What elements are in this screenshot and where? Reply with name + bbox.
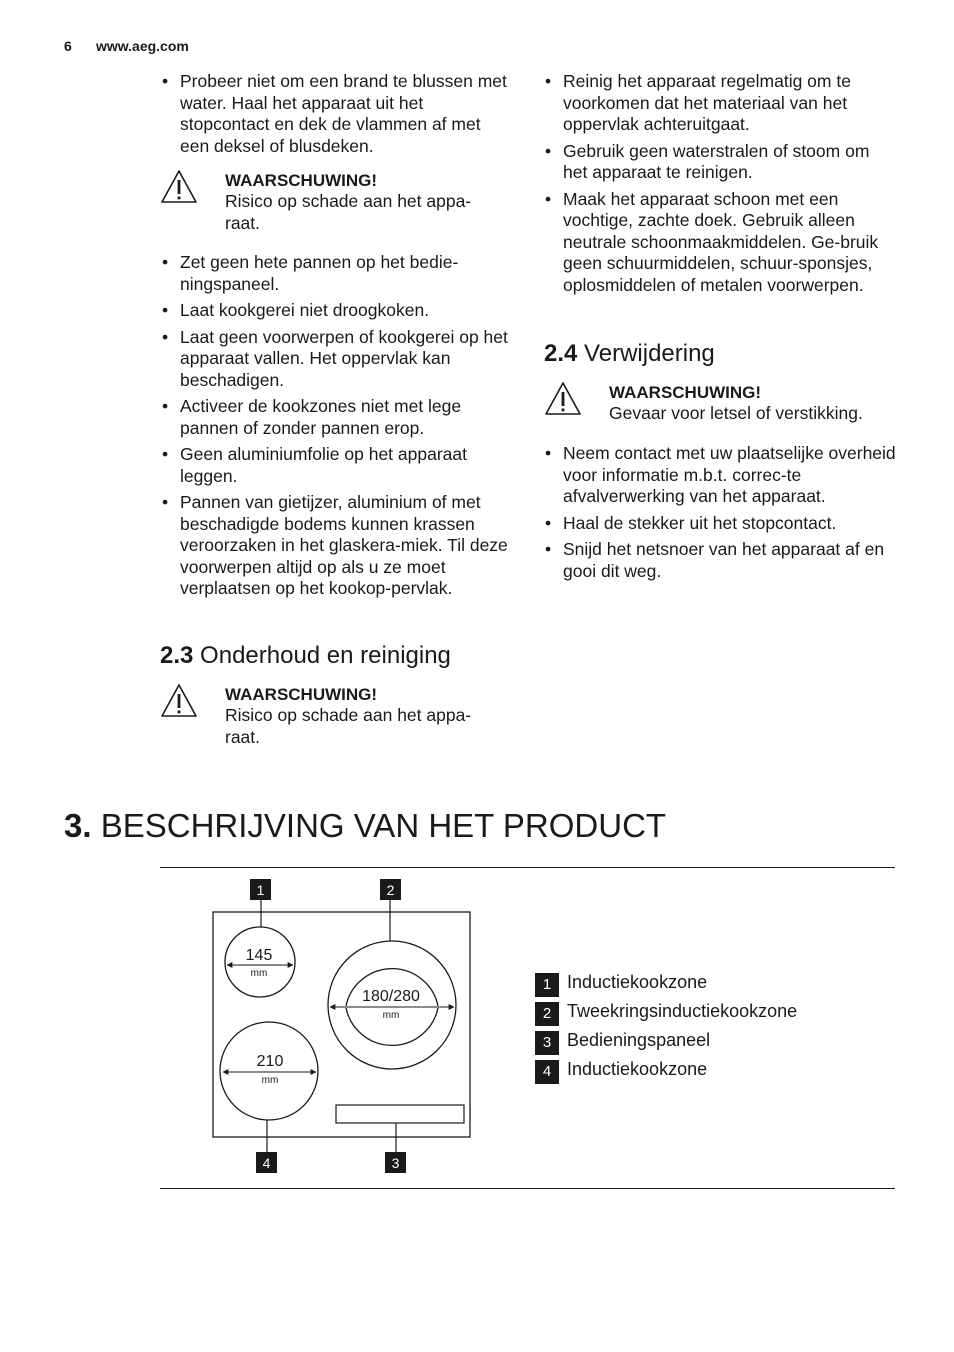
- callout-label: 3: [391, 1155, 400, 1171]
- legend-number: 4: [535, 1060, 559, 1084]
- hob-diagram: [200, 870, 490, 1180]
- warning-block-2: [160, 682, 510, 752]
- section-heading-2-4: [544, 340, 715, 368]
- warning-title: WAARSCHUWING!: [609, 383, 762, 402]
- warning-title: WAARSCHUWING!: [225, 685, 378, 704]
- list-item: • Reinig het apparaat regelmatig om te voorkomen dat het materiaal van het oppervlak achteruitgaat.: [545, 71, 895, 136]
- site-url: www.aeg.com: [96, 38, 189, 54]
- legend-number: 2: [535, 1002, 559, 1026]
- section-number: 2.4: [544, 340, 578, 367]
- section-title: Onderhoud en reiniging: [200, 642, 451, 669]
- warning-text: Gevaar voor letsel of verstikking.: [609, 403, 863, 423]
- callout-3: [385, 1152, 406, 1173]
- warning-triangle-icon: [160, 168, 198, 206]
- section-title: Verwijdering: [584, 340, 715, 367]
- legend-number: 3: [535, 1031, 559, 1055]
- callout-1: [250, 879, 271, 900]
- list-item: • Probeer niet om een brand te blussen met water. Haal het apparaat uit het stopcontact en dek de vlammen af met een deksel of blusdeken.: [162, 71, 512, 157]
- list-item: • Laat geen voorwerpen of kookgerei op het apparaat vallen. Het oppervlak kan beschadigen.: [162, 327, 514, 392]
- control-panel: [336, 1105, 464, 1123]
- cooking-zone-2: [328, 941, 456, 1069]
- callout-label: 1: [256, 882, 265, 898]
- warning-text: Risico op schade aan het appa-raat.: [225, 705, 472, 747]
- cooking-zone-4: [220, 1022, 318, 1120]
- zone-2-unit: mm: [382, 1010, 400, 1021]
- chapter-number: 3.: [64, 807, 92, 844]
- list-item: • Snijd het netsnoer van het apparaat af en gooi dit weg.: [545, 539, 897, 582]
- warning-block-1: [160, 168, 510, 238]
- warning-triangle-icon: [544, 380, 582, 418]
- callout-2: [380, 879, 401, 900]
- zone-1-size: 145: [245, 947, 273, 964]
- warning-text: Risico op schade aan het appa-raat.: [225, 191, 472, 233]
- section-number: 2.3: [160, 642, 194, 669]
- right-bullets-bottom: [545, 443, 897, 587]
- left-bullets-top: [162, 71, 512, 162]
- page-number: 6: [64, 38, 72, 54]
- section-heading-2-3: [160, 642, 451, 670]
- zone-1-unit: mm: [250, 968, 268, 979]
- legend-label: Inductiekookzone: [567, 972, 708, 992]
- warning-title: WAARSCHUWING!: [225, 171, 378, 190]
- zone-2-size: 180/280: [362, 988, 420, 1005]
- bottom-rule: [160, 1188, 895, 1189]
- list-item: • Haal de stekker uit het stopcontact.: [545, 513, 897, 535]
- list-item: • Activeer de kookzones niet met lege pannen of zonder pannen erop.: [162, 396, 514, 439]
- list-item: • Pannen van gietijzer, aluminium of met beschadigde bodems kunnen krassen veroorzaken in het glaskera-miek. Til deze voorwerpen altijd op als u ze moet verplaatsen op het kookop-pervlak.: [162, 492, 514, 600]
- right-bullets-top: [545, 71, 895, 301]
- legend-label: Inductiekookzone: [567, 1059, 708, 1079]
- list-item: • Laat kookgerei niet droogkoken.: [162, 300, 514, 322]
- cooking-zone-1: [225, 927, 295, 997]
- list-item: • Zet geen hete pannen op het bedie-ningspaneel.: [162, 252, 514, 295]
- list-item: • Geen aluminiumfolie op het apparaat leggen.: [162, 444, 514, 487]
- legend-label: Tweekringsinductiekookzone: [567, 1001, 798, 1021]
- left-bullets-mid: [162, 252, 514, 605]
- legend-number: 1: [535, 973, 559, 997]
- legend-label: Bedieningspaneel: [567, 1030, 711, 1050]
- warning-block-3: [544, 380, 896, 430]
- list-item: • Neem contact met uw plaatselijke overheid voor informatie m.b.t. correc-te afvalverwerking van het apparaat.: [545, 443, 897, 508]
- list-item: • Gebruik geen waterstralen of stoom om het apparaat te reinigen.: [545, 141, 895, 184]
- warning-triangle-icon: [160, 682, 198, 720]
- list-item: • Maak het apparaat schoon met een vochtige, zachte doek. Gebruik alleen neutrale schoonmaakmiddelen. Ge-bruik geen schuurmiddelen, schuur-sponsjes, oplosmiddelen of metalen voorwerpen.: [545, 189, 895, 297]
- chapter-title: BESCHRIJVING VAN HET PRODUCT: [100, 807, 667, 844]
- zone-4-size: 210: [256, 1053, 284, 1070]
- chapter-heading: [64, 806, 666, 846]
- callout-label: 4: [262, 1155, 271, 1171]
- callout-4: [256, 1152, 277, 1173]
- zone-4-unit: mm: [261, 1075, 279, 1086]
- callout-label: 2: [386, 882, 395, 898]
- top-rule: [160, 867, 895, 868]
